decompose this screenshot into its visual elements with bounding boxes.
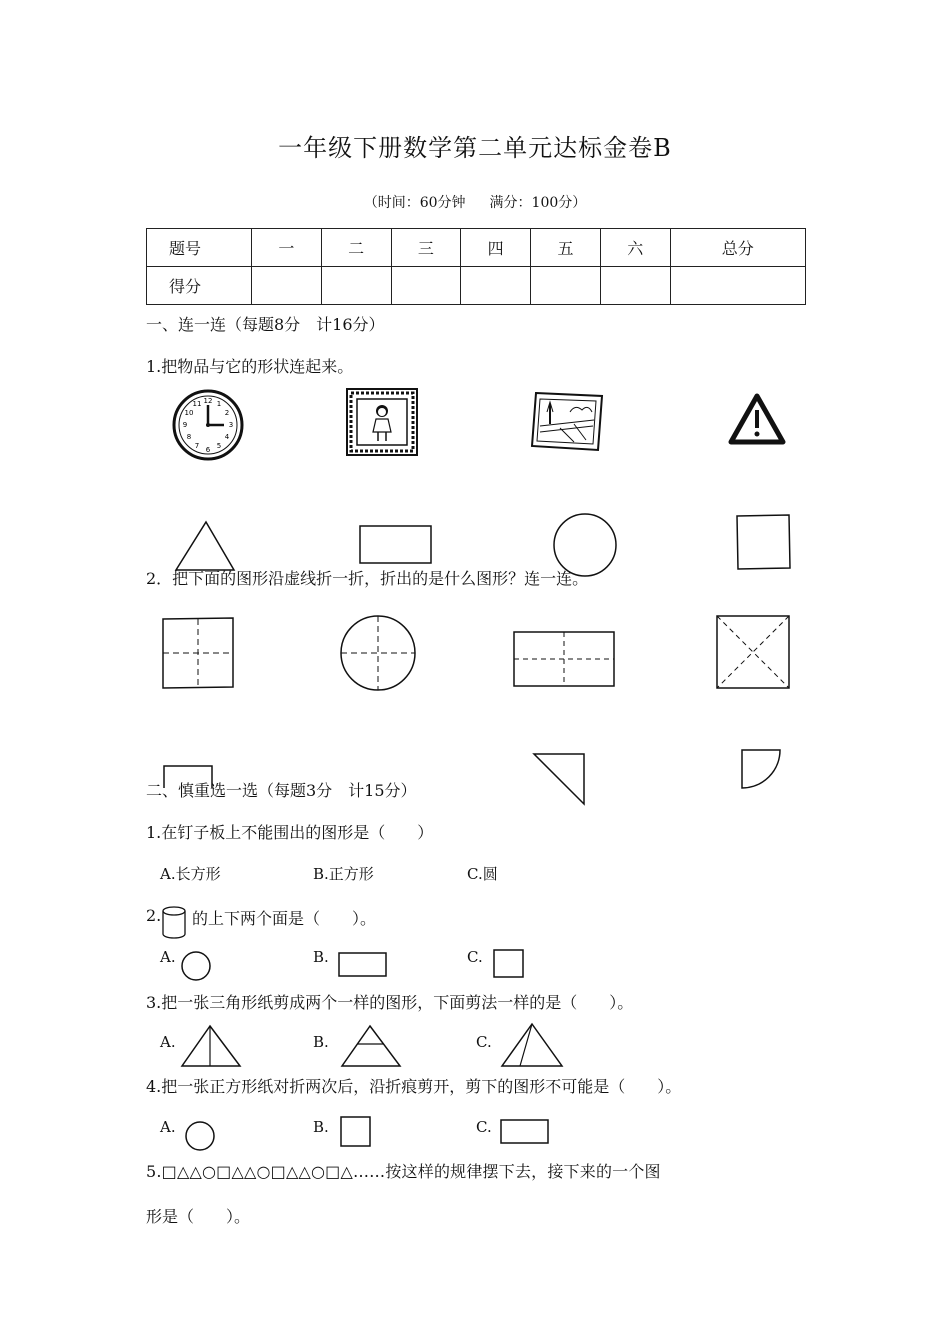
score-cell[interactable] <box>600 267 670 305</box>
section1-q1: 1.把物品与它的形状连起来。 <box>146 357 354 376</box>
section2-q3: 3.把一张三角形纸剪成两个一样的图形，下面剪法一样的是（ ）。 <box>146 993 634 1012</box>
score-table-header-row <box>147 229 806 267</box>
section2-heading: 二、慎重选一选（每题3分 计15分） <box>146 781 417 800</box>
clock-number: 10 <box>184 409 194 417</box>
section1-q2: 2．把下面的图形沿虚线折一折，折出的是什么图形？连一连。 <box>146 569 589 588</box>
square-fold-cross <box>160 616 236 690</box>
clock-number: 7 <box>194 442 200 450</box>
score-cell[interactable] <box>461 267 531 305</box>
q2-option-c-square <box>493 949 525 979</box>
score-header-6: 六 <box>600 229 670 267</box>
score-header-1: 一 <box>252 229 322 267</box>
score-header-4: 四 <box>461 229 531 267</box>
clock-number: 8 <box>186 433 192 441</box>
score-cell[interactable] <box>670 267 805 305</box>
q1-option-a[interactable]: A.长方形 <box>160 865 221 883</box>
exam-info <box>0 192 950 212</box>
q4-option-a-circle <box>184 1120 216 1152</box>
q3-option-b-label[interactable]: B. <box>313 1033 329 1051</box>
photo-icon <box>530 390 604 452</box>
circle-fold-cross <box>339 614 417 692</box>
section1-heading: 一、连一连（每题8分 计16分） <box>146 315 385 334</box>
clock-number: 5 <box>216 442 222 450</box>
q2-option-a-circle <box>180 950 212 982</box>
section2-q2-number: 2. <box>146 906 162 925</box>
q2-option-c-label[interactable]: C. <box>467 948 483 966</box>
q4-option-c-label[interactable]: C. <box>476 1118 492 1136</box>
score-header-3: 三 <box>391 229 461 267</box>
score-cell[interactable] <box>252 267 322 305</box>
q2-option-b-label[interactable]: B. <box>313 948 329 966</box>
full-score: 满分：100分） <box>489 195 587 211</box>
clock-number: 3 <box>228 421 234 429</box>
clock-number: 4 <box>224 433 230 441</box>
q3-option-a-triangle <box>180 1024 242 1068</box>
section2-q4: 4.把一张正方形纸对折两次后，沿折痕剪开，剪下的图形不可能是（ ）。 <box>146 1077 682 1096</box>
q3-option-b-triangle <box>340 1024 402 1068</box>
score-header-total: 总分 <box>670 229 805 267</box>
clock-number: 6 <box>205 446 211 454</box>
q4-option-c-rectangle <box>500 1119 550 1145</box>
score-table-score-row <box>147 267 806 305</box>
rectangle-shape <box>358 524 434 566</box>
clock-number: 1 <box>216 400 222 408</box>
score-cell[interactable] <box>391 267 461 305</box>
quarter-circle-shape <box>740 748 784 792</box>
section2-q1: 1.在钉子板上不能围出的图形是（ ） <box>146 823 434 842</box>
clock-number: 11 <box>192 400 202 408</box>
score-cell[interactable] <box>321 267 391 305</box>
section2-q5-line1: 5.□△△○□△△○□△△○□△……按这样的规律摆下去，接下来的一个图 <box>146 1162 661 1181</box>
clock-number: 9 <box>182 421 188 429</box>
score-header-5: 五 <box>531 229 601 267</box>
q4-option-b-square <box>340 1116 372 1148</box>
q4-option-a-label[interactable]: A. <box>160 1118 176 1136</box>
score-header-2: 二 <box>321 229 391 267</box>
q1-option-c[interactable]: C.圆 <box>467 865 498 883</box>
time-limit: （时间：60分钟 <box>363 195 466 211</box>
q3-option-c-label[interactable]: C. <box>476 1033 492 1051</box>
score-header-label: 题号 <box>147 229 252 267</box>
q3-option-c-triangle <box>500 1022 564 1068</box>
square-shape <box>734 513 792 571</box>
score-cell[interactable] <box>531 267 601 305</box>
q2-option-b-rectangle <box>338 952 388 978</box>
q3-option-a-label[interactable]: A. <box>160 1033 176 1051</box>
q4-option-b-label[interactable]: B. <box>313 1118 329 1136</box>
right-triangle-shape <box>532 752 588 808</box>
score-row-label: 得分 <box>147 267 252 305</box>
picture-frame-icon <box>346 388 418 456</box>
section2-q2-text: 的上下两个面是（ ）。 <box>192 909 377 928</box>
warning-sign-icon <box>729 393 785 445</box>
cylinder-icon <box>161 905 189 941</box>
clock-number: 2 <box>224 409 230 417</box>
clock-number: 12 <box>203 397 213 405</box>
q1-option-b[interactable]: B.正方形 <box>313 865 374 883</box>
q2-option-a-label[interactable]: A. <box>160 948 176 966</box>
clock-icon <box>172 389 244 461</box>
square-fold-diagonal <box>715 614 791 690</box>
score-table <box>146 228 806 305</box>
page-title: 一年级下册数学第二单元达标金卷B <box>278 134 672 162</box>
section2-q5-line2: 形是（ ）。 <box>146 1207 251 1226</box>
rectangle-fold-cross <box>512 630 616 688</box>
